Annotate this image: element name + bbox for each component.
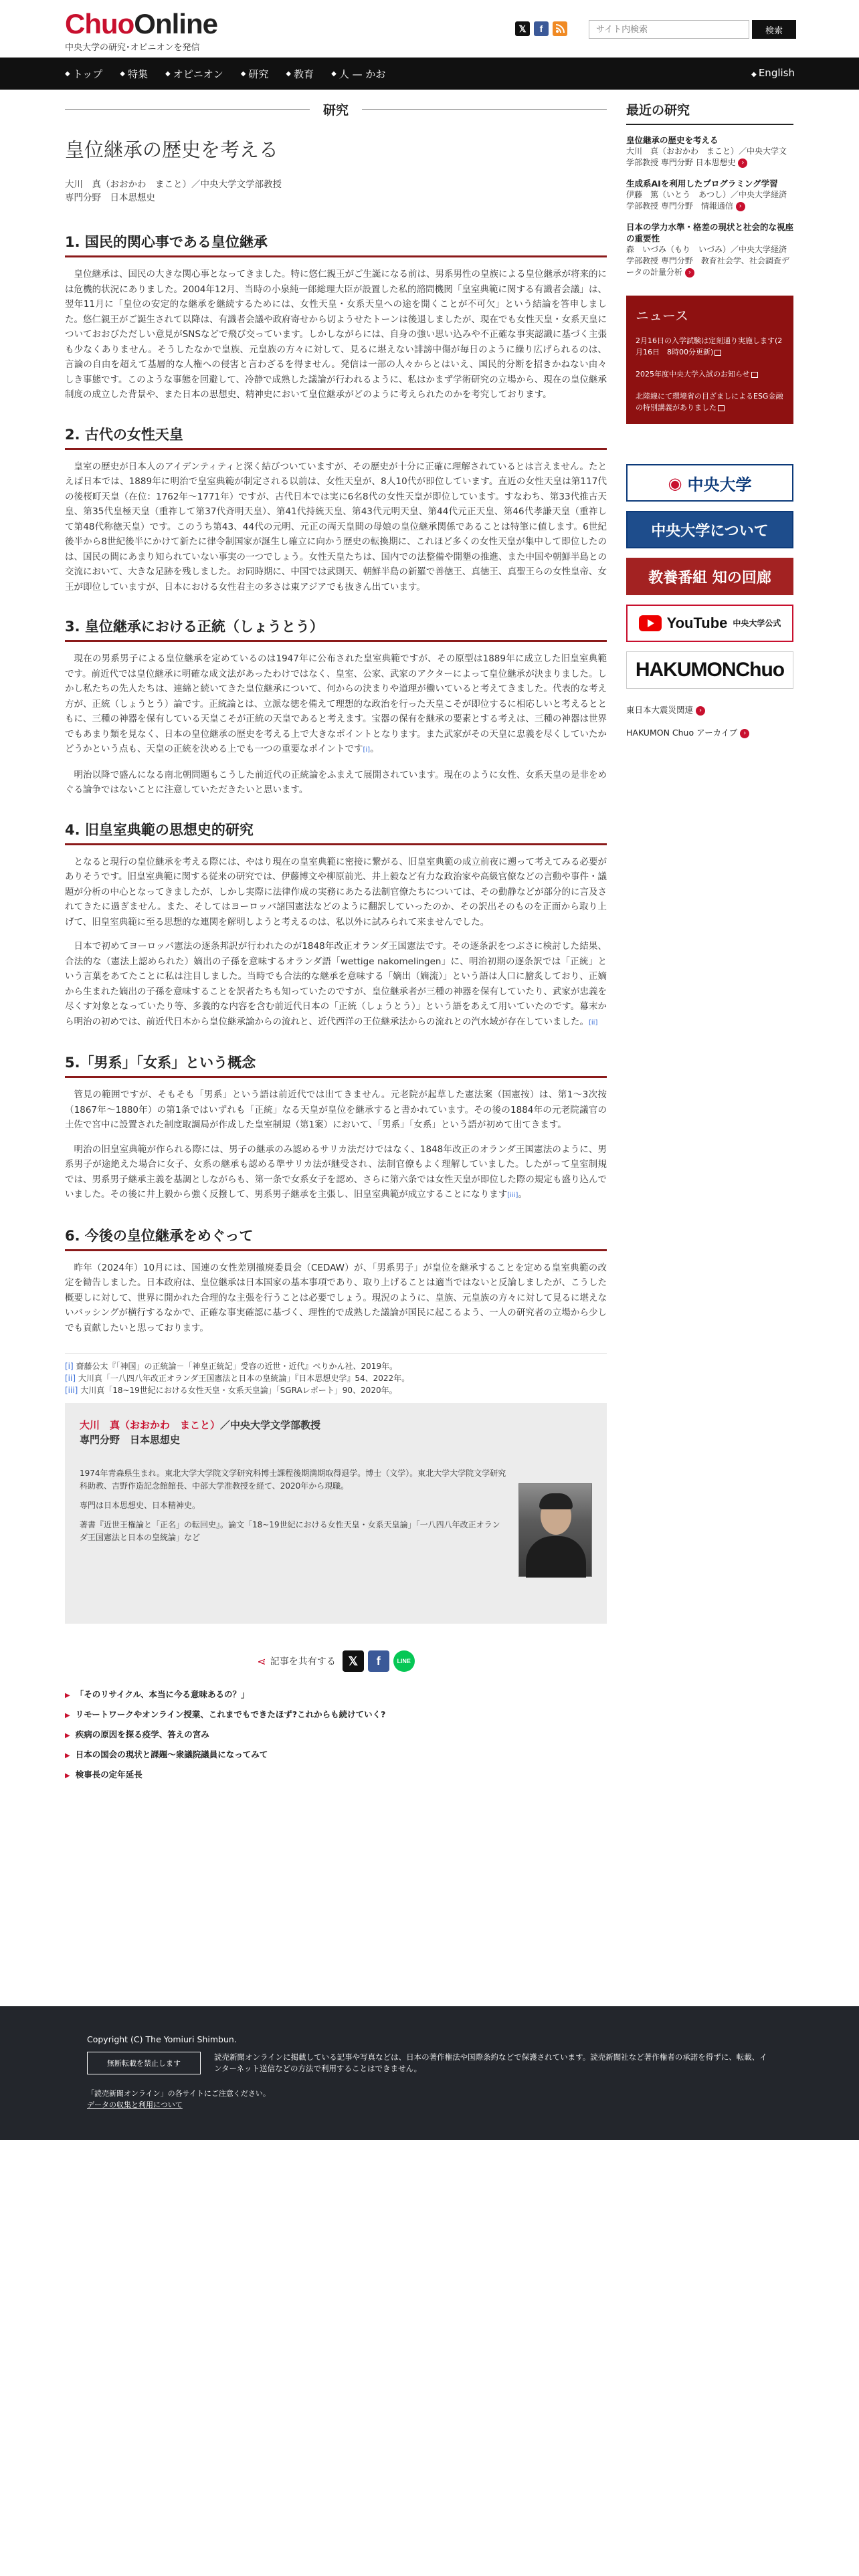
main-nav (0, 58, 859, 90)
related-link[interactable]: ▶ 「そのリサイクル、本当に今る意味あるの？」 (65, 1689, 250, 1699)
paragraph: 明治の旧皇室典範が作られる際には、男子の継承のみ認めるサリカ法だけではなく、1848年改正のオランダ王国憲法のように、男系男子が途絶えた場合に女子、女系の継承も認める準サリカ法が継受され、法制官僚もよく理解していました。したがって皇室制規では、男系男子継承主義を基調としながらも、第一条で女系女子を認め、さらに第六条では女性天皇が即位した際の規定も盛り込んでいました。その後に井上毅から強く反撥して、男系男子継承を主張し、旧皇室典範が成立することになります[iii]。 (65, 1144, 607, 1200)
section-heading: 5.「男系」「女系」という概念 (65, 1052, 607, 1078)
sidebar-entry[interactable]: 皇位継承の歴史を考える 大川 真（おおかわ まこと）／中央大学文学部教授 専門分野 日本思想史 › (626, 135, 787, 167)
section-heading: 6. 今後の皇位継承をめぐって (65, 1225, 607, 1251)
nav-item-people[interactable]: ◆ 人 — かお (331, 68, 386, 80)
news-box (626, 296, 793, 424)
article-main (65, 100, 607, 1786)
banner-hakumon[interactable]: HAKUMONChuo (626, 651, 793, 689)
paragraph: 昨年（2024年）10月には、国連の女性差別撤廃委員会（CEDAW）が、「男系男子」が皇位を継承することを定める皇室典範の改定を勧告しました。日本政府は、皇位継承は日本国家の基本事項であり、取り上げることは適当ではないと反論しましたが、こうした概要しに対して、世界に開かれた合理的な主張を行うことは必要でしょう。現況のように、皇族、元皇族の方々に対して見るに堪えないバッシングが横行するなかで、正確な事実確認に基づく、理性的で成熟した議論が国民に起こるよう、一人の研究者の立場から少しでも貢献したいと思っております。 (65, 1262, 607, 1333)
external-link-icon (714, 350, 721, 356)
related-link[interactable]: ▶ 疾病の原因を探る疫学、答えの宮み (65, 1729, 209, 1739)
section-3 (65, 616, 607, 798)
facebook-icon[interactable]: f (534, 21, 549, 36)
section-heading: 1. 国民的関心事である皇位継承 (65, 231, 607, 257)
external-link-icon (718, 405, 725, 411)
site-logo[interactable] (65, 9, 217, 53)
section-6 (65, 1225, 607, 1336)
news-item[interactable]: 2025年度中央大学入試のお知らせ (636, 368, 784, 380)
footnote: [ii] 大川真「一八四八年改正オランダ王国憲法と日本の皇統論」『日本思想史学』54、2022年。 (65, 1374, 410, 1383)
news-item[interactable]: 北陸線にて環境省の目ざましによるESG金融の特別講義がありました (636, 392, 783, 412)
related-articles (65, 1685, 607, 1786)
nav-item-top[interactable]: ◆ トップ (65, 68, 103, 80)
page-bottom (0, 2140, 859, 2576)
search-input[interactable] (589, 20, 749, 39)
footnote: [i] 齋藤公太『「神国」の正統論－「神皇正統記」受容の近世・近代』ぺりかん社、2019年。 (65, 1362, 398, 1371)
share-x-icon[interactable]: 𝕏 (343, 1650, 364, 1672)
share-label: 記事を共有する (270, 1656, 336, 1667)
paragraph: 現在の男系男子による皇位継承を定めているのは1947年に公布された皇室典範ですが、その原型は1889年に成立した旧皇室典範です。前近代では皇位継承に明確な成文法があったわけではなく、皇室、公家、武家のアクターによって皇位継承が決まりました。しかし私たちの先人たちは、連綿と続いてきた皇位継承について、何からの決まりや道理が働いていると考えてきました。代表的な考え方が、正統（しょうとう）論です。正統論とは、立派な徳を備えて理想的な政治を行った天皇こそが即位するに相応しいと考えるとともに、三種の神器を保有している天皇こそが正統の天皇であると考えます。宝器の保有を継承の要素とする考えは、三種の神器は世界でもあまり類を見なく、日本の皇位継承の歴史を考える上で大きなポイントとなります。また武家がその天皇に忠義を尽くしていたかどうかという点も、天皇の正統を決める上でも一つの重要なポイントです[i]。 (65, 653, 607, 754)
arrow-icon: › (685, 268, 694, 278)
sidebar-entry[interactable]: 生成系AIを利用したプログラミング学習 伊藤 篤（いとう あつし）／中央大学経済学部教授 専門分野 情報通信 › (626, 179, 787, 211)
section-heading: 3. 皇位継承における正統（しょうとう） (65, 616, 607, 642)
banner-about-chuo[interactable]: 中央大学について (626, 511, 793, 548)
related-link[interactable]: ▶ 検事長の定年延長 (65, 1769, 142, 1780)
author-field: 専門分野 日本思想史 (65, 193, 155, 203)
section-4 (65, 819, 607, 1031)
footer-notes (87, 2088, 270, 2111)
author-name: 大川 真（おおかわ まこと）／中央大学文学部教授 (65, 179, 282, 190)
profile-name: 大川 真（おおかわ まこと）／中央大学文学部教授 (80, 1419, 321, 1431)
category-label: 研究 (310, 103, 362, 118)
nav-english[interactable]: ◆ English (751, 67, 795, 79)
data-policy-link[interactable]: データの収集と利用について (87, 2101, 183, 2109)
no-reprint-button: 無断転載を禁止します (87, 2052, 201, 2074)
section-1 (65, 231, 607, 403)
author-profile (65, 1403, 607, 1624)
rss-icon[interactable] (553, 21, 567, 36)
copyright: Copyright (C) The Yomiuri Shimbun. (87, 2034, 237, 2044)
paragraph: 皇室の歴史が日本人のアイデンティティと深く結びついていますが、その歴史が十分に正確に理解されているとは言えません。たとえば日本では、1889年に明治で皇室典範が制定される以前は、女性天皇が、8人10代が即位しています。直近の女性天皇は第117代の後桜町天皇（在位：1762年〜1771年）ですが、古代日本では実に6名8代の女性天皇が即位しています。すなわち、第33代推古天皇、第35代皇極天皇（重祚して第37代斉明天皇）、第41代持統天皇、第43代元明天皇、第44代元正天皇、第46代孝謙天皇（重祚して第48代称徳天皇）です。このうち第43、44代の元明、元正の両天皇間の母娘の皇位継承関係であることは特筆に値します。6世紀後半から8世紀後半にかけて新たに律令制国家が誕生し確立に向かう歴史の転換期に、これほど多くの女性天皇が集中して即位したのは、国民の間にあまり知られていない事実の一つでしょう。女性天皇たちは、国内での法整備や開墾の推進、また中国や朝鮮半島との交流において、大きな足跡を残しました。お同時期に、中国では武則天、朝鮮半島の新羅で善徳王、真徳王、真聖王らの女性皇帝、女王が即位していますが、日本における女性君主の多さは東アジアでも抜きん出ています。 (65, 461, 607, 593)
related-link[interactable]: ▶ 日本の国会の現状と課題〜衆議院議員になってみて (65, 1749, 268, 1759)
share-line-icon[interactable]: LINE (393, 1650, 415, 1672)
search-button[interactable]: 検索 (752, 20, 796, 39)
category-header (65, 100, 607, 119)
footer-note: 「読売新聞オンライン」の各サイトにご注意ください。 (87, 2089, 270, 2098)
footnote-link[interactable]: [ii] (589, 1018, 598, 1027)
nav-item-feature[interactable]: ◆ 特集 (120, 68, 148, 80)
header-social (515, 21, 567, 36)
footer-notice: 読売新聞オンラインに掲載している記事や写真などは、日本の著作権法や国際条約などで保護されています。読売新聞社など著作権者の承諾を得ずに、転載、インターネット送信などの方法で利用することはできません。 (214, 2052, 767, 2073)
footnote-link[interactable]: [i] (363, 746, 371, 754)
author-photo (518, 1483, 592, 1577)
nav-item-opinion[interactable]: ◆ オピニオン (165, 68, 223, 80)
paragraph: 管見の範囲ですが、そもそも「男系」という語は前近代では出てきません。元老院が起草した憲法案（国憲按）は、第1〜3次按（1867年〜1880年）の第1条ではいずれも「正統」なる天皇が皇位を継承すると書かれています。その後の1884年の元老院議官の土佐で宮中に設置された制度取調局が作成した皇室制規（第1案）において、「男系」「女系」という語が初めて出てきます。 (65, 1089, 607, 1130)
sidebar-entry[interactable]: 日本の学力水準・格差の現状と社会的な視座の重要性 森 いづみ（もり いづみ）／中央大学経済学部教授 専門分野 教育社会学、社会調査データの計量分析 › (626, 222, 794, 277)
news-heading: ニュース (636, 308, 688, 324)
profile-bio: 1974年青森県生まれ。東北大学大学院文学研究科博士課程後期満期取得退学。博士（文学）。東北大学大学院文学研究科助教、吉野作造記念館館長、中部大学准教授を経て、2020年から現職。 専門は日本思想史、日本精神史。 著書『近世王権論と「正名」の転回史』。論文「18~19世紀における女性天皇・女系天皇論」「一八四八年改正オランダ王国憲法と日本の皇統論」など (80, 1469, 506, 1542)
paragraph: 皇位継承は、国民の大きな関心事となってきました。特に悠仁親王がご生誕になる前は、男系男性の皇族による皇位継承が将来的には危機的状況にありました。2004年12月、当時の小泉純一郎総理大臣が設置した私的諮問機関「皇室典範に関する有識者会議」は、翌年11月に「皇位の安定的な継承を継続するためには、女性天皇・女系天皇への途を開くことが不可欠」という結論を答申しました。悠仁親王がご誕生されて以降は、有識者会議や政府寄せから切ようせたトーンは後退しましたが、現在でも女性天皇・女系天皇についておおびただしい意見がSNSなどで飛び交っています。しかしながらには、自身の強い思い込みや不正確な事実認識に基づく主張も少なくありません。そうしたなかで皇族、元皇族の方々に対して、見るに堪えない誹謗中傷が毎日のように繰り広げられるのは、言論の自由を超えて基層的な人権への侵害と言わざるを得ません。発信は一部の人々からとはいえ、国民的分断を招きかねない由々しき事態です。このような事態を回避して、冷静で成熟した議論が行われるように、私はかまず学術研究の立場から、現在の皇位継承制度の成立した背景や、また日本の思想史、精神史において皇位継承がどのように考えられたのかを考究しております。 (65, 269, 607, 400)
profile-field: 専門分野 日本思想史 (80, 1434, 181, 1446)
footnote-link[interactable]: [iii] (507, 1192, 518, 1199)
site-footer (0, 2006, 859, 2140)
banner-youtube[interactable]: YouTube 中央大学公式 (626, 605, 793, 642)
arrow-icon: › (736, 202, 745, 211)
sidebar-heading: 最近の研究 (626, 100, 793, 125)
share-bar (65, 1650, 607, 1672)
logo-chuo: Chuo (65, 8, 134, 39)
footnote: [iii] 大川真「18~19世紀における女性天皇・女系天皇論」「SGRAレポート」90、2020年。 (65, 1386, 397, 1395)
external-link-icon (751, 372, 758, 378)
author-line (65, 178, 607, 205)
banner-chuo-university[interactable]: ◉ 中央大学 (626, 464, 793, 502)
site-header (0, 0, 859, 58)
arrow-icon: › (738, 158, 747, 168)
sidebar (626, 100, 793, 738)
sidebar-link-archive[interactable]: HAKUMON Chuo アーカイブ › (626, 726, 793, 738)
article-title: 皇位継承の歴史を考える (65, 138, 279, 161)
section-heading: 2. 古代の女性天皇 (65, 424, 607, 450)
related-link[interactable]: ▶ リモートワークやオンライン授業、これまでもできたほず?これからも続けていく? (65, 1709, 386, 1719)
share-icon: ⋖ (257, 1654, 266, 1668)
nav-item-education[interactable]: ◆ 教育 (286, 68, 314, 80)
x-icon[interactable]: 𝕏 (515, 21, 530, 36)
section-heading: 4. 旧皇室典範の思想史的研究 (65, 819, 607, 845)
logo-text (65, 9, 217, 39)
sidebar-link-earthquake[interactable]: 東日本大震災関連 › (626, 704, 793, 716)
site-tagline: 中央大学の研究･オピニオンを発信 (65, 43, 200, 53)
section-2 (65, 424, 607, 595)
logo-online: Online (134, 8, 217, 39)
paragraph: となると現行の皇位継承を考える際には、やはり現在の皇室典範に密接に繋がる、旧皇室典範の成立前夜に遡って考えてみる必要がありそうです。旧皇室典範に関する従来の研究では、伊藤博文や柳原前光、井上毅など有力な政治家や高級官僚などの言動や事件・議題が分析の中心となってきましたが、しかし実際に法律作成の実務にあたる法制官僚たちについては、その動静などが部分的に言及されてきたに過ぎません。また、そしてはヨーロッパ諸国憲法などのように翻訳していったのか、その訳出そのものを正面から取り上げて、旧皇室典範に至る思想的な連関を解明しようと考えるのは、私以外に試みられて来ませんでした。 (65, 856, 607, 928)
nav-item-research[interactable]: ◆ 研究 (240, 68, 269, 80)
banner-kyoyo[interactable]: 教養番組 知の回廊 (626, 558, 793, 595)
share-facebook-icon[interactable]: f (368, 1650, 389, 1672)
news-item[interactable]: 2月16日の入学試験は定刻通り実施します(2月16日 8時00分更新) (636, 336, 783, 356)
footnotes (65, 1353, 607, 1396)
youtube-play-icon (639, 615, 662, 631)
paragraph: 明治以降で盛んになる南北朝問題もこうした前近代の正統論をふまえて展開されています。現在のように女性、女系天皇の是非をめぐる論争ではないことに注意していただきたいと思います。 (65, 769, 607, 795)
paragraph: 日本で初めてヨーロッパ憲法の逐条邦訳が行われたのが1848年改正オランダ王国憲法です。その逐条訳をつぶさに検討した結果、合法的な（憲法上認められた）嫡出の子孫を意味するオランダ語「wettige nakomelingen」に、明治初期の逐条訳では「正統」という言葉をあてたことに私は注目しました。当時でも合法的な継承を意味する「嫡出（嫡流）」という語は人口に膾炙しており、正嫡から生まれた嫡出の子孫を意味することを訳者たちも知っていたのですが、皇位継承者が三種の神器を保有していたり、武家が忠義を尽くす対象となっていたり等、多義的な内容を含む前近代日本の「正統（しょうとう）」という語をあえて用いていたのです。幕末から明治の初めでは、前近代日本から皇位継承論からの流れと、近代西洋の王位継承法からの流れとの汽水域が存在していました。[ii] (65, 941, 607, 1027)
section-5 (65, 1052, 607, 1204)
